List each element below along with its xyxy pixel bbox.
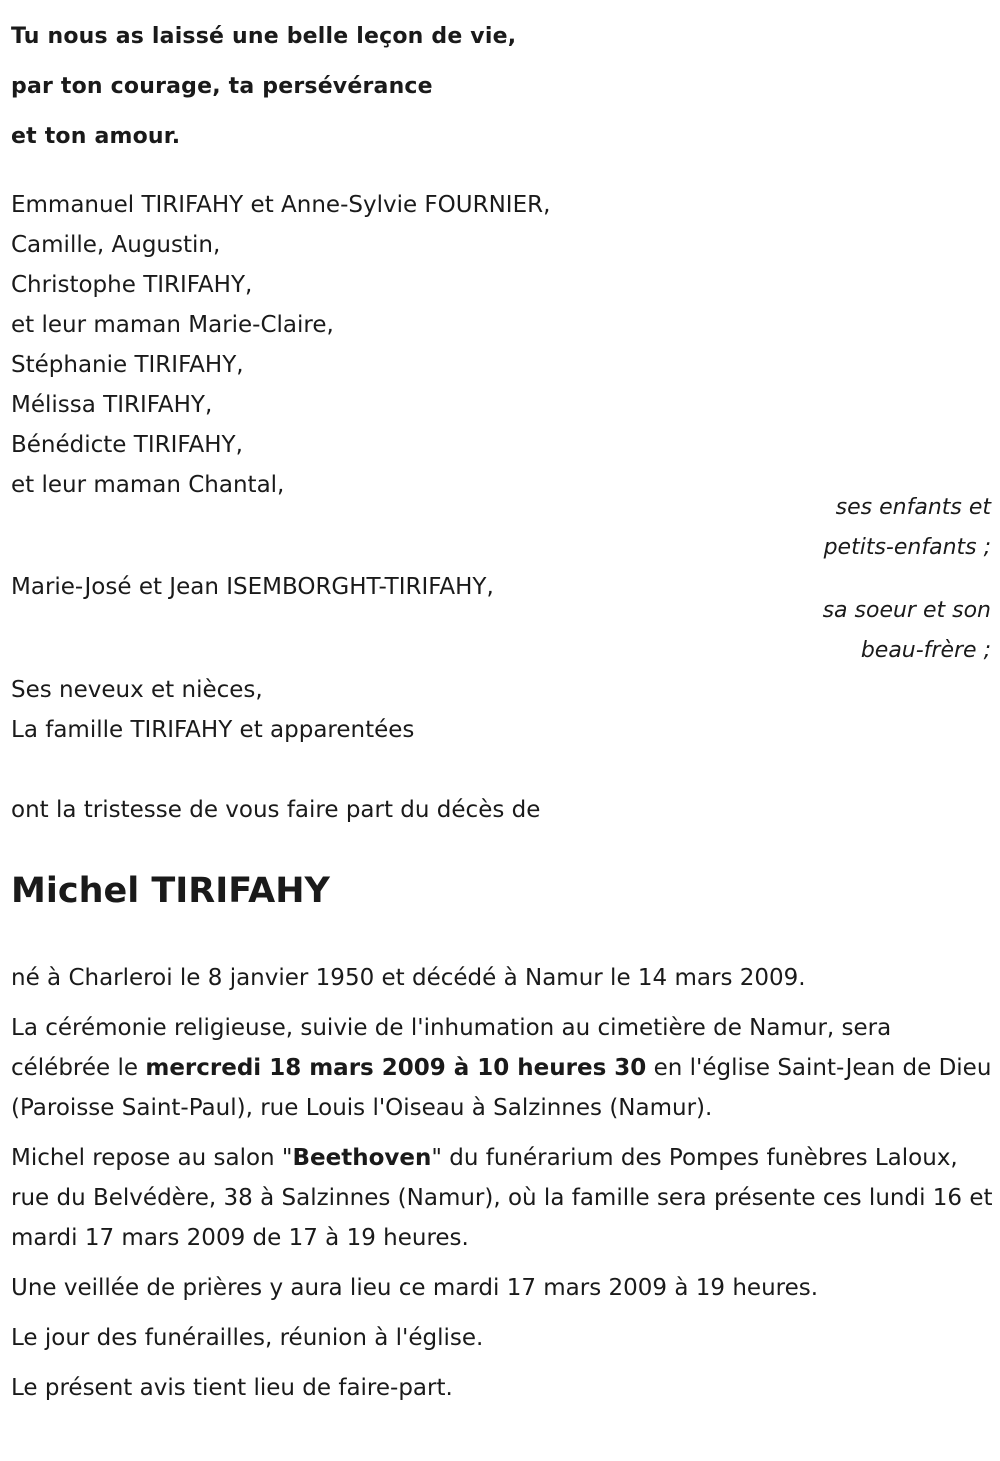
- salon-paragraph: [11, 1138, 996, 1258]
- family-name-line: Bénédicte TIRIFAHY,: [11, 432, 243, 458]
- quote-line: et ton amour.: [11, 124, 181, 149]
- salon-text: " du funérarium des Pompes funèbres Laloux, rue du Belvédère, 38 à Salzinnes (Namur), où la famille sera présente ces lundi 16 et mardi 17 mars 2009 de 17 à 19 heures.: [11, 1145, 993, 1251]
- family-name-line: Ses neveux et nièces,: [11, 677, 263, 703]
- epitaph-quote: [11, 12, 516, 162]
- children-role: [824, 488, 991, 568]
- family-name-line: Marie-José et Jean ISEMBORGHT-TIRIFAHY,: [11, 574, 494, 600]
- ceremony-text: La cérémonie religieuse, suivie de l'inhumation au cimetière de Namur, sera célébrée le: [11, 1015, 892, 1081]
- role-line: sa soeur et son: [822, 598, 991, 623]
- notice-paragraph: Le présent avis tient lieu de faire-part.: [11, 1375, 453, 1401]
- salon-name: Beethoven: [292, 1145, 432, 1171]
- ceremony-date: mercredi 18 mars 2009 à 10 heures 30: [145, 1055, 647, 1081]
- salon-text: Michel repose au salon ": [11, 1145, 293, 1171]
- quote-line: Tu nous as laissé une belle leçon de vie,: [11, 24, 517, 49]
- announcement-text: ont la tristesse de vous faire part du décès de: [11, 797, 541, 823]
- family-name-line: Emmanuel TIRIFAHY et Anne-Sylvie FOURNIER,: [11, 192, 551, 218]
- role-line: beau-frère ;: [860, 638, 991, 663]
- role-line: ses enfants et: [835, 495, 991, 520]
- quote-line: par ton courage, ta persévérance: [11, 74, 433, 99]
- family-name-line: La famille TIRIFAHY et apparentées: [11, 717, 415, 743]
- family-name-line: Christophe TIRIFAHY,: [11, 272, 253, 298]
- sibling-names: [11, 567, 494, 607]
- family-name-line: et leur maman Marie-Claire,: [11, 312, 334, 338]
- deceased-name: Michel TIRIFAHY: [11, 871, 330, 911]
- funeral-details: [11, 958, 996, 1418]
- ceremony-paragraph: [11, 1008, 996, 1128]
- birth-death-paragraph: né à Charleroi le 8 janvier 1950 et décédé à Namur le 14 mars 2009.: [11, 965, 806, 991]
- family-name-line: Camille, Augustin,: [11, 232, 221, 258]
- ceremony-text: en l'église Saint-Jean de Dieu (Paroisse Saint-Paul), rue Louis l'Oiseau à Salzinnes (Namur).: [11, 1055, 992, 1121]
- family-name-line: et leur maman Chantal,: [11, 472, 285, 498]
- family-name-line: Mélissa TIRIFAHY,: [11, 392, 213, 418]
- vigil-paragraph: Une veillée de prières y aura lieu ce mardi 17 mars 2009 à 19 heures.: [11, 1275, 819, 1301]
- role-line: petits-enfants ;: [823, 535, 991, 560]
- sibling-role: [823, 591, 991, 671]
- family-name-line: Stéphanie TIRIFAHY,: [11, 352, 244, 378]
- meeting-paragraph: Le jour des funérailles, réunion à l'église.: [11, 1325, 484, 1351]
- extended-family: [11, 670, 414, 750]
- children-names: [11, 185, 550, 505]
